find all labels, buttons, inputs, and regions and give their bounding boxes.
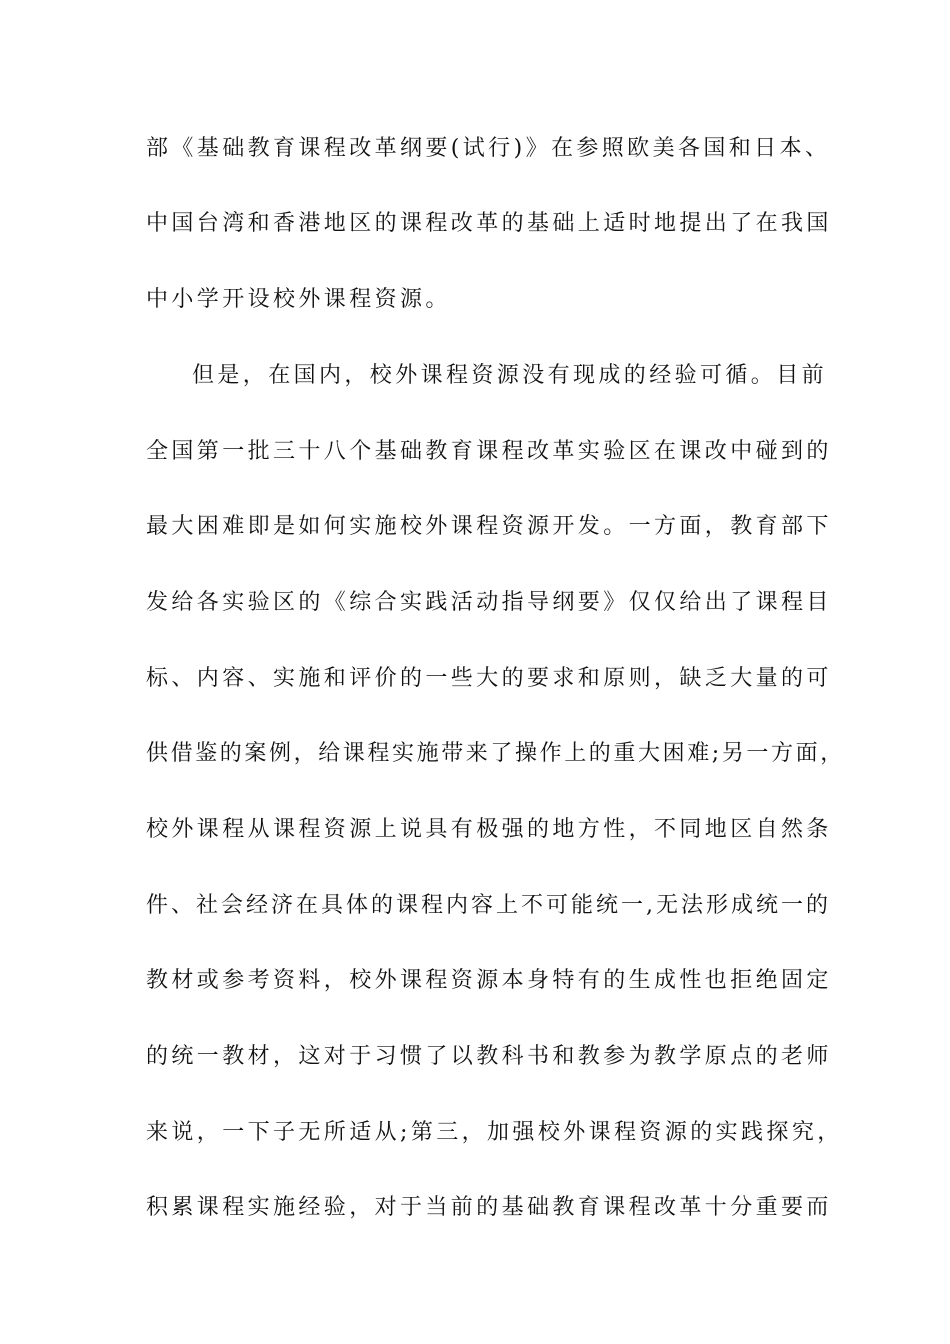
text-line: 供借鉴的案例，给课程实施带来了操作上的重大困难;另一方面，	[146, 741, 845, 766]
text-line: 的统一教材，这对于习惯了以教科书和教参为教学原点的老师	[146, 1044, 832, 1069]
text-line: 发给各实验区的《综合实践活动指导纲要》仅仅给出了课程目	[146, 590, 832, 615]
text-line: 全国第一批三十八个基础教育课程改革实验区在课改中碰到的	[146, 439, 832, 464]
text-line: 中国台湾和香港地区的课程改革的基础上适时地提出了在我国	[146, 211, 832, 236]
text-line: 部《基础教育课程改革纲要(试行)》在参照欧美各国和日本、	[146, 136, 831, 161]
text-line: 来说，一下子无所适从;第三，加强校外课程资源的实践探究，	[146, 1120, 843, 1145]
text-line: 最大困难即是如何实施校外课程资源开发。一方面，教育部下	[146, 514, 832, 539]
text-line: 积累课程实施经验，对于当前的基础教育课程改革十分重要而	[146, 1195, 832, 1220]
text-line: 中小学开设校外课程资源。	[146, 287, 451, 312]
paragraph-first-line: 但是，在国内，校外课程资源没有现成的经验可循。目前	[192, 363, 828, 388]
text-line: 校外课程从课程资源上说具有极强的地方性，不同地区自然条	[146, 817, 832, 842]
text-line: 标、内容、实施和评价的一些大的要求和原则，缺乏大量的可	[146, 666, 832, 691]
text-line: 教材或参考资料，校外课程资源本身特有的生成性也拒绝固定	[146, 968, 832, 993]
text-line: 件、社会经济在具体的课程内容上不可能统一,无法形成统一的	[146, 893, 831, 918]
